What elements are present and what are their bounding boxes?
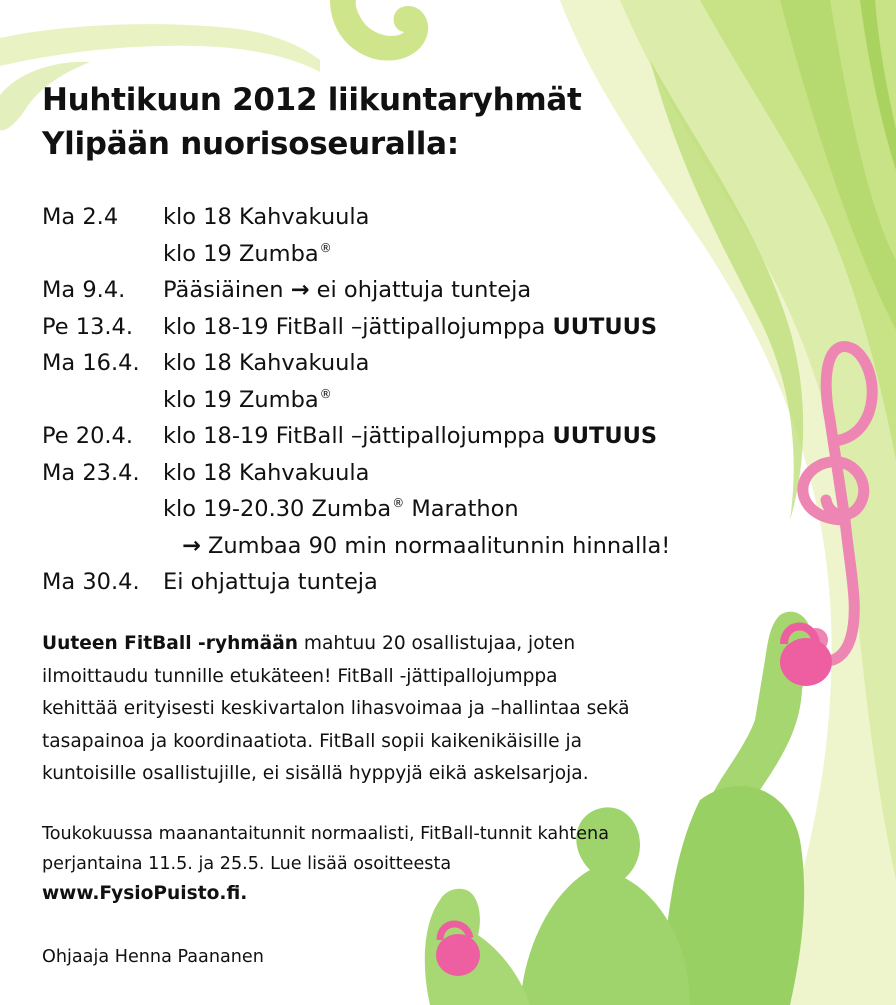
schedule-row (42, 564, 742, 601)
website-link[interactable]: www.FysioPuisto.fi. (42, 883, 248, 904)
schedule-row (42, 309, 742, 346)
fitball-lead: Uuteen FitBall -ryhmään (42, 633, 299, 654)
schedule-row (42, 382, 742, 419)
schedule-event: klo 18-19 FitBall –jättipallojumppa UUTUUS (163, 423, 658, 449)
instructor-signature: Ohjaaja Henna Paananen (42, 947, 264, 967)
may-paragraph: Toukokuussa maanantaitunnit normaalisti, FitBall-tunnit kahtena perjantaina 11.5. ja 25.5. Lue lisää osoitteesta www.FysioPuisto.fi. (42, 820, 609, 909)
registered-mark: ® (319, 240, 332, 255)
title-line-1: Huhtikuun 2012 liikuntaryhmät (42, 82, 582, 118)
schedule-row (42, 491, 742, 528)
schedule-event: klo 18 Kahvakuula (163, 459, 370, 486)
schedule-row (42, 528, 742, 565)
arrow-right-icon: → (290, 277, 310, 303)
page-title (42, 78, 582, 166)
new-badge: UUTUUS (552, 313, 658, 340)
top-left-swirl (0, 24, 320, 72)
registered-mark: ® (392, 496, 405, 510)
schedule-event: klo 19 Zumba® (163, 240, 332, 267)
schedule-row (42, 418, 742, 455)
schedule-event: klo 19 Zumba® (163, 386, 332, 413)
schedule-day: Pe 13.4. (42, 313, 134, 340)
fitball-paragraph: Uuteen FitBall -ryhmään mahtuu 20 osallistujaa, joten ilmoittaudu tunnille etukäteen! FitBall -jättipallojumppa kehittää erityisesti keskivartalon lihasvoimaa ja –hallintaa sekä tasapainoa ja koordinaatiota. FitBall sopii kaikenikäisille ja kuntoisille osallistujille, ei sisällä hyppyjä eikä askelsarjoja. (42, 633, 630, 784)
schedule-event: Ei ohjattuja tunteja (163, 569, 378, 595)
schedule-row (42, 236, 742, 273)
schedule-event: → Zumbaa 90 min normaalitunnin hinnalla! (182, 532, 671, 559)
schedule-day: Ma 16.4. (42, 350, 140, 376)
schedule-day: Pe 20.4. (42, 423, 134, 449)
top-swirl-curl (330, 0, 428, 61)
schedule-row (42, 345, 742, 382)
schedule-day: Ma 30.4. (42, 569, 140, 595)
schedule-day: Ma 23.4. (42, 459, 140, 486)
arrow-right-icon: → (182, 532, 201, 559)
schedule-list (42, 199, 742, 601)
title-line-2: Ylipään nuorisoseuralla: (42, 126, 459, 162)
schedule-row (42, 199, 742, 236)
schedule-event: klo 19-20.30 Zumba® Marathon (163, 496, 519, 522)
schedule-day: Ma 2.4 (42, 204, 119, 230)
new-badge: UUTUUS (552, 423, 658, 449)
registered-mark: ® (319, 386, 332, 401)
schedule-row (42, 272, 742, 309)
schedule-event: klo 18 Kahvakuula (163, 204, 370, 230)
schedule-event: klo 18 Kahvakuula (163, 350, 370, 376)
schedule-row (42, 455, 742, 492)
schedule-day: Ma 9.4. (42, 277, 126, 303)
schedule-event: klo 18-19 FitBall –jättipallojumppa UUTUUS (163, 313, 658, 340)
schedule-event: Pääsiäinen → ei ohjattuja tunteja (163, 277, 532, 303)
